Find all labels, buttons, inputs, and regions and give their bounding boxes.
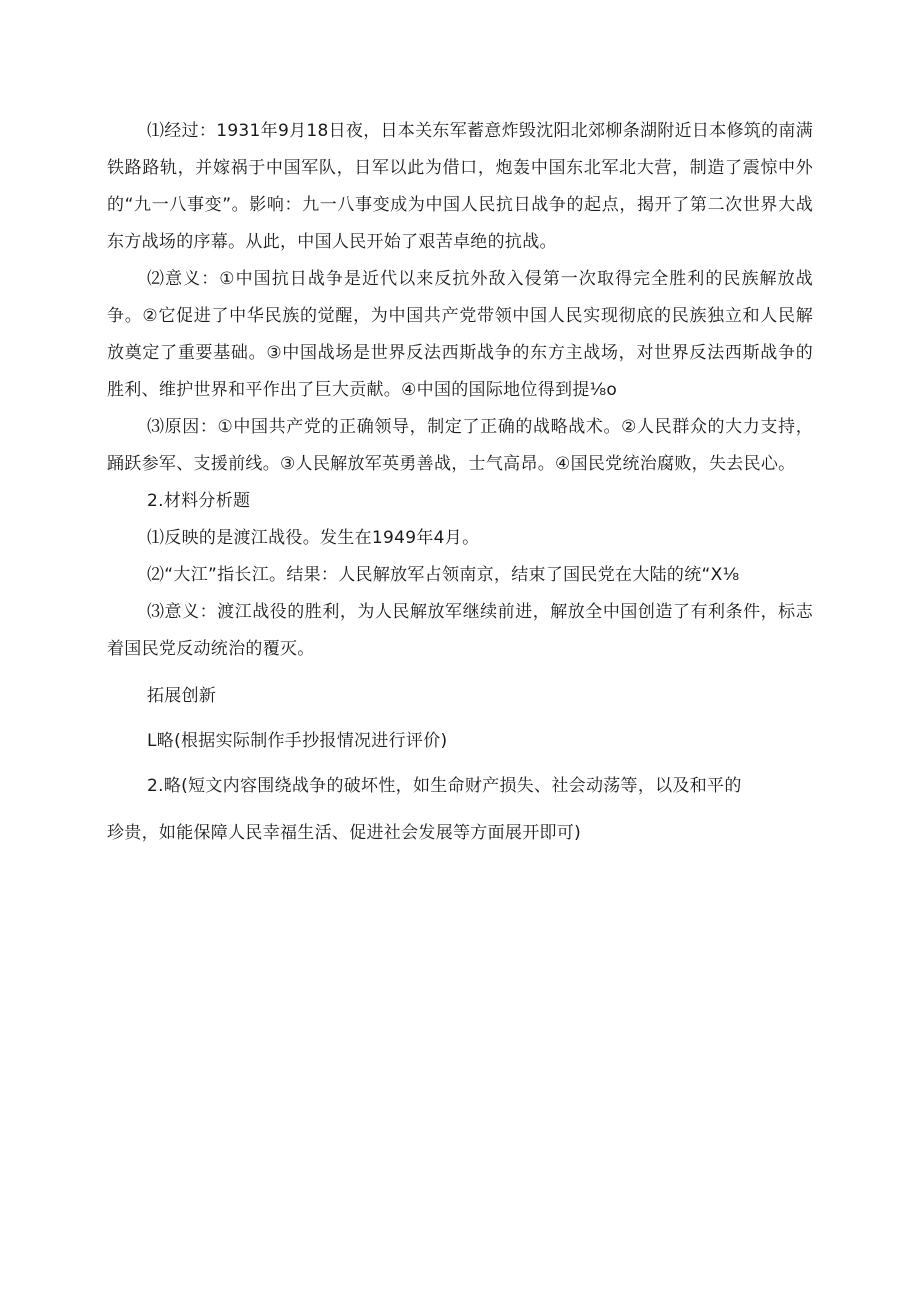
answer-content bbox=[107, 113, 813, 852]
paragraph-extension-2: 2.略(短文内容围绕战争的破坏性，如生命财产损失、社会动荡等，以及和平的 bbox=[147, 776, 742, 796]
paragraph-campaign-significance: ⑶意义：渡江战役的胜利，为人民解放军继续前进，解放全中国创造了有利条件，标志着国民党反动统治的覆灭。 bbox=[107, 602, 813, 659]
paragraph-jiuyiba-process: ⑴经过：1931年9月18日夜，日本关东军蓄意炸毁沈阳北郊柳条湖附近日本修筑的南满铁路路轨，并嫁祸于中国军队，日军以此为借口，炮轰中国东北军北大营，制造了震惊中外的“九一八事变”。影响：九一八事变成为中国人民抗日战争的起点，揭开了第二次世界大战东方战场的序幕。从此，中国人民开始了艰苦卓绝的抗战。 bbox=[107, 121, 814, 252]
section-heading-extension: 拓展创新 bbox=[147, 686, 217, 706]
paragraph-crossing-river-campaign: ⑴反映的是渡江战役。发生在1949年4月。 bbox=[147, 528, 480, 548]
paragraph-extension-1: L略(根据实际制作手抄报情况进行评价) bbox=[147, 731, 448, 751]
paragraph-victory-reasons: ⑶原因：①中国共产党的正确领导，制定了正确的战略战术。②人民群众的大力支持，踊跃参军、支援前线。③人民解放军英勇善战，士气高昂。④国民党统治腐败，失去民心。 bbox=[107, 417, 813, 474]
section-heading-material-analysis: 2.材料分析题 bbox=[147, 491, 251, 511]
paragraph-extension-2-continued: 珍贵，如能保障人民幸福生活、促进社会发展等方面展开即可) bbox=[107, 823, 582, 843]
paragraph-war-significance: ⑵意义：①中国抗日战争是近代以来反抗外敌入侵第一次取得完全胜利的民族解放战争。②它促进了中华民族的觉醒，为中国共产党带领中国人民实现彻底的民族独立和人民解放奠定了重要基础。③中国战场是世界反法西斯战争的东方主战场，对世界反法西斯战争的胜利、维护世界和平作出了巨大贡献。④中国的国际地位得到提⅛o bbox=[107, 269, 813, 400]
paragraph-dajiang-result: ⑵“大江”指长江。结果：人民解放军占领南京，结束了国民党在大陆的统“X⅛ bbox=[147, 565, 740, 585]
